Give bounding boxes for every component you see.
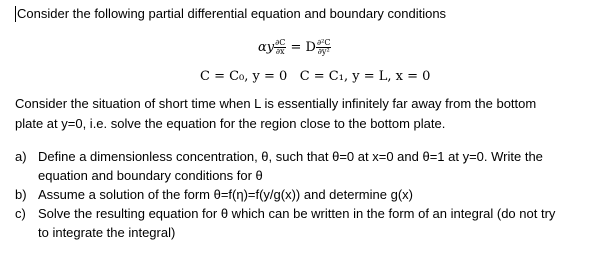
pde-equation: [258, 39, 331, 56]
context-line-2: plate at y=0, i.e. solve the equation for the region close to the bottom plate.: [15, 116, 446, 131]
question-c: [15, 204, 555, 242]
lhs-numerator: ∂C: [275, 38, 286, 47]
question-marker: b): [15, 187, 27, 202]
question-marker: a): [15, 149, 27, 164]
question-a: [15, 147, 555, 185]
question-text: equation and boundary conditions for θ: [38, 168, 263, 183]
question-b: [15, 185, 555, 204]
lhs-fraction: [274, 39, 286, 56]
boundary-conditions: C = C₀, y = 0 C = C₁, y = L, x = 0: [200, 69, 431, 84]
intro-text: Consider the following partial differential equation and boundary conditions: [17, 6, 447, 21]
question-text: Assume a solution of the form θ=f(η)=f(y/g(x)) and determine g(x): [38, 187, 413, 202]
question-text: Solve the resulting equation for θ which can be written in the form of an integral (do not try: [38, 206, 556, 221]
lhs-denominator: ∂x: [275, 47, 285, 56]
context-line-1: Consider the situation of short time when L is essentially infinitely far away from the bottom: [15, 96, 537, 111]
rhs-denominator: ∂y²: [317, 47, 330, 56]
text-cursor: [15, 6, 16, 22]
rhs-fraction: [316, 39, 331, 56]
question-list: [15, 147, 555, 242]
lhs-coefficient: αy: [258, 40, 275, 55]
rhs-numerator: ∂²C: [316, 38, 331, 47]
question-text: to integrate the integral): [38, 225, 176, 240]
question-marker: c): [15, 206, 26, 221]
equals-d: = D: [290, 40, 316, 55]
question-text: Define a dimensionless concentration, θ, such that θ=0 at x=0 and θ=1 at y=0. Write the: [38, 149, 543, 164]
